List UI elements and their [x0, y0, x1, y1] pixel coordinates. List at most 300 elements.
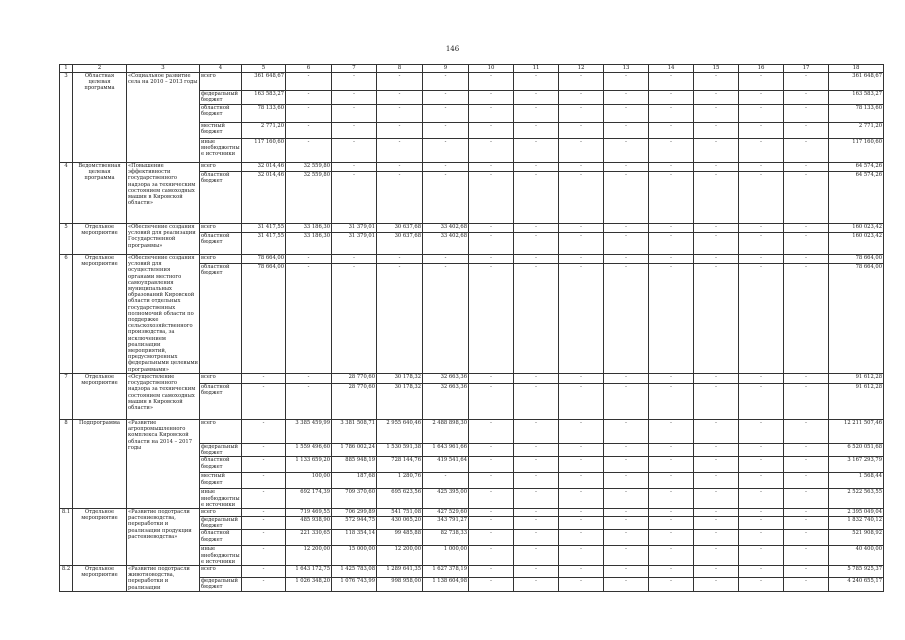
value-col-8: 1 289 641,35: [377, 566, 423, 578]
program-status: Отдельное мероприятие: [73, 566, 127, 592]
value-col-11: -: [514, 139, 559, 163]
value-col-14: -: [649, 473, 694, 489]
value-col-11: -: [514, 172, 559, 224]
value-col-16: -: [739, 546, 784, 566]
value-col-10: -: [469, 224, 514, 233]
value-col-16: -: [739, 473, 784, 489]
value-col-18-total: 64 574,26: [829, 172, 884, 224]
value-col-12: -: [559, 473, 604, 489]
value-col-16: -: [739, 566, 784, 578]
value-col-9: 32 663,36: [423, 384, 469, 420]
value-col-15: -: [694, 233, 739, 255]
value-col-17: -: [784, 577, 829, 591]
value-col-9: -: [423, 264, 469, 374]
value-col-17: -: [784, 384, 829, 420]
funding-source: всего: [200, 509, 242, 517]
program-name: «Обеспечение создания условий для реализации Государственной программы»: [127, 224, 200, 255]
row-number: 5: [60, 224, 73, 255]
value-col-9: 419 541,64: [423, 457, 469, 473]
value-col-17: -: [784, 546, 829, 566]
value-col-18-total: 2 395 049,04: [829, 509, 884, 517]
value-col-16: -: [739, 489, 784, 509]
value-col-18-total: 6 520 051,68: [829, 444, 884, 457]
funding-source: местный бюджет: [200, 473, 242, 489]
value-col-10: -: [469, 566, 514, 578]
value-col-7: 28 770,60: [332, 374, 377, 384]
value-col-9: 427 529,60: [423, 509, 469, 517]
program-name: «Развитие агропромышленного комплекса Кировской области на 2014 – 2017 годы: [127, 420, 200, 509]
value-col-15: -: [694, 384, 739, 420]
column-number-header: 1: [60, 65, 73, 73]
value-col-7: 1 786 002,24: [332, 444, 377, 457]
column-number-header: 10: [469, 65, 514, 73]
value-col-5: 32 014,46: [242, 163, 286, 172]
value-col-13: -: [604, 123, 649, 139]
funding-source: всего: [200, 566, 242, 578]
value-col-10: -: [469, 105, 514, 123]
row-number: 8.2: [60, 566, 73, 592]
value-col-10: -: [469, 546, 514, 566]
value-col-7: -: [332, 255, 377, 264]
value-col-8: 12 200,00: [377, 546, 423, 566]
column-number-header: 17: [784, 65, 829, 73]
value-col-15: -: [694, 420, 739, 444]
value-col-13: -: [604, 172, 649, 224]
value-col-17: -: [784, 473, 829, 489]
funding-source: всего: [200, 255, 242, 264]
value-col-11: -: [514, 374, 559, 384]
value-col-12: -: [559, 374, 604, 384]
funding-source: всего: [200, 73, 242, 91]
program-status: Отдельное мероприятие: [73, 374, 127, 420]
value-col-18-total: 78 133,60: [829, 105, 884, 123]
table-header: [60, 65, 884, 73]
funding-source: всего: [200, 420, 242, 444]
value-col-7: 709 370,60: [332, 489, 377, 509]
value-col-6: -: [286, 91, 332, 105]
column-number-header: 7: [332, 65, 377, 73]
value-col-16: -: [739, 233, 784, 255]
value-col-11: -: [514, 384, 559, 420]
column-number-header: 16: [739, 65, 784, 73]
value-col-8: 30 637,68: [377, 224, 423, 233]
row-number: 8.1: [60, 509, 73, 566]
value-col-5: 117 160,60: [242, 139, 286, 163]
value-col-6: -: [286, 255, 332, 264]
value-col-11: -: [514, 457, 559, 473]
value-col-10: -: [469, 384, 514, 420]
value-col-5: 361 648,67: [242, 73, 286, 91]
funding-source: областной бюджет: [200, 105, 242, 123]
value-col-12: -: [559, 255, 604, 264]
value-col-13: -: [604, 509, 649, 517]
value-col-9: -: [423, 163, 469, 172]
value-col-12: -: [559, 420, 604, 444]
value-col-11: -: [514, 91, 559, 105]
value-col-12: -: [559, 163, 604, 172]
program-status: Отдельное мероприятие: [73, 224, 127, 255]
program-name: «Обеспечение создания условий для осуществления органами местного самоуправления муниципальных образований Кировской области отдельных государственных полномочий области по поддержке сельскохозяйственного производства, за исключением реализации мероприятий, предусмотренных федеральными целевыми программами»: [128, 255, 198, 373]
header-row: [60, 65, 884, 73]
value-col-9: -: [423, 105, 469, 123]
value-col-10: -: [469, 420, 514, 444]
value-col-17: -: [784, 255, 829, 264]
value-col-18-total: 163 583,27: [829, 91, 884, 105]
value-col-18-total: 4 240 655,17: [829, 577, 884, 591]
value-col-6: 692 174,39: [286, 489, 332, 509]
value-col-15: -: [694, 546, 739, 566]
value-col-15: -: [694, 444, 739, 457]
value-col-15: -: [694, 91, 739, 105]
table-row: [60, 255, 884, 264]
value-col-11: -: [514, 566, 559, 578]
value-col-9: 343 791,27: [423, 517, 469, 530]
value-col-10: -: [469, 172, 514, 224]
table-row: [60, 509, 884, 517]
value-col-8: 728 144,76: [377, 457, 423, 473]
value-col-11: -: [514, 105, 559, 123]
value-col-13: -: [604, 473, 649, 489]
value-col-17: -: [784, 457, 829, 473]
value-col-18-total: 5 785 925,37: [829, 566, 884, 578]
value-col-8: 2 955 640,46: [377, 420, 423, 444]
funding-source: областной бюджет: [200, 172, 242, 224]
value-col-5: 31 417,55: [242, 233, 286, 255]
table-row: [60, 163, 884, 172]
value-col-6: 1 026 348,20: [286, 577, 332, 591]
value-col-8: 1 530 591,38: [377, 444, 423, 457]
value-col-18-total: 361 648,67: [829, 73, 884, 91]
column-number-header: 15: [694, 65, 739, 73]
value-col-8: 998 958,00: [377, 577, 423, 591]
value-col-16: -: [739, 264, 784, 374]
value-col-18-total: 91 612,28: [829, 384, 884, 420]
value-col-9: 33 402,68: [423, 224, 469, 233]
value-col-18-total: 2 771,20: [829, 123, 884, 139]
value-col-16: -: [739, 224, 784, 233]
value-col-14: -: [649, 163, 694, 172]
value-col-14: -: [649, 577, 694, 591]
program-status: Отдельное мероприятие: [73, 509, 127, 566]
value-col-9: -: [423, 91, 469, 105]
value-col-12: -: [559, 577, 604, 591]
funding-source: иные внебюджетные источники: [201, 489, 240, 508]
value-col-10: -: [469, 264, 514, 374]
value-col-6: -: [286, 374, 332, 384]
value-col-10: -: [469, 233, 514, 255]
value-col-14: -: [649, 384, 694, 420]
value-col-5: -: [242, 509, 286, 517]
value-col-12: -: [559, 91, 604, 105]
column-number-header: 14: [649, 65, 694, 73]
value-col-15: -: [694, 264, 739, 374]
value-col-13: -: [604, 255, 649, 264]
value-col-7: 31 379,01: [332, 233, 377, 255]
budget-table-sheet: [59, 64, 882, 592]
value-col-17: -: [784, 489, 829, 509]
value-col-10: -: [469, 517, 514, 530]
value-col-16: -: [739, 384, 784, 420]
value-col-16: -: [739, 457, 784, 473]
value-col-17: -: [784, 509, 829, 517]
column-number-header: 2: [73, 65, 127, 73]
column-number-header: 6: [286, 65, 332, 73]
value-col-5: 78 133,60: [242, 105, 286, 123]
row-number: 8: [60, 420, 73, 509]
value-col-12: -: [559, 546, 604, 566]
table-row: [60, 374, 884, 384]
value-col-13: -: [604, 224, 649, 233]
value-col-15: -: [694, 530, 739, 546]
value-col-5: 163 583,27: [242, 91, 286, 105]
value-col-14: -: [649, 530, 694, 546]
funding-source: федеральный бюджет: [200, 91, 242, 105]
value-col-11: -: [514, 224, 559, 233]
value-col-5: -: [242, 473, 286, 489]
value-col-8: -: [377, 172, 423, 224]
value-col-7: -: [332, 172, 377, 224]
value-col-14: -: [649, 224, 694, 233]
value-col-16: -: [739, 105, 784, 123]
value-col-7: 3 381 508,71: [332, 420, 377, 444]
value-col-8: -: [377, 105, 423, 123]
value-col-6: 1 559 496,60: [286, 444, 332, 457]
value-col-16: -: [739, 577, 784, 591]
value-col-6: -: [286, 384, 332, 420]
value-col-16: -: [739, 139, 784, 163]
funding-source: всего: [200, 374, 242, 384]
value-col-15: -: [694, 509, 739, 517]
value-col-14: -: [649, 444, 694, 457]
value-col-15: -: [694, 105, 739, 123]
value-col-12: -: [559, 384, 604, 420]
value-col-10: -: [469, 444, 514, 457]
value-col-15: -: [694, 374, 739, 384]
value-col-7: -: [332, 105, 377, 123]
value-col-5: -: [242, 517, 286, 530]
column-number-header: 13: [604, 65, 649, 73]
value-col-15: -: [694, 163, 739, 172]
value-col-14: -: [649, 517, 694, 530]
value-col-9: -: [423, 473, 469, 489]
value-col-12: -: [559, 509, 604, 517]
value-col-8: -: [377, 91, 423, 105]
value-col-11: -: [514, 255, 559, 264]
value-col-15: -: [694, 577, 739, 591]
value-col-9: 425 395,00: [423, 489, 469, 509]
value-col-18-total: 117 160,60: [829, 139, 884, 163]
value-col-17: -: [784, 172, 829, 224]
value-col-8: -: [377, 264, 423, 374]
funding-source: федеральный бюджет: [200, 444, 242, 457]
value-col-13: -: [604, 233, 649, 255]
value-col-6: 1 643 172,75: [286, 566, 332, 578]
value-col-12: -: [559, 105, 604, 123]
value-col-14: -: [649, 139, 694, 163]
value-col-10: -: [469, 139, 514, 163]
value-col-8: -: [377, 163, 423, 172]
value-col-16: -: [739, 91, 784, 105]
value-col-6: 100,00: [286, 473, 332, 489]
value-col-10: -: [469, 374, 514, 384]
value-col-12: -: [559, 139, 604, 163]
value-col-8: 30 178,32: [377, 384, 423, 420]
value-col-17: -: [784, 105, 829, 123]
value-col-9: -: [423, 139, 469, 163]
value-col-8: 30 178,32: [377, 374, 423, 384]
value-col-16: -: [739, 420, 784, 444]
value-col-18-total: 1 568,44: [829, 473, 884, 489]
value-col-10: -: [469, 473, 514, 489]
value-col-5: -: [242, 530, 286, 546]
value-col-11: -: [514, 577, 559, 591]
value-col-17: -: [784, 233, 829, 255]
value-col-5: -: [242, 457, 286, 473]
program-status: Ведомственная целевая программа: [73, 163, 127, 224]
value-col-7: -: [332, 139, 377, 163]
value-col-7: -: [332, 163, 377, 172]
value-col-5: -: [242, 444, 286, 457]
value-col-7: 885 948,19: [332, 457, 377, 473]
value-col-11: -: [514, 123, 559, 139]
value-col-17: -: [784, 517, 829, 530]
value-col-10: -: [469, 457, 514, 473]
value-col-11: -: [514, 489, 559, 509]
value-col-16: -: [739, 172, 784, 224]
funding-source: областной бюджет: [200, 457, 242, 473]
value-col-12: -: [559, 123, 604, 139]
value-col-12: -: [559, 530, 604, 546]
value-col-10: -: [469, 530, 514, 546]
value-col-18-total: 64 574,26: [829, 163, 884, 172]
value-col-14: -: [649, 123, 694, 139]
value-col-8: -: [377, 73, 423, 91]
value-col-15: -: [694, 73, 739, 91]
value-col-18-total: 521 908,92: [829, 530, 884, 546]
value-col-7: 15 000,00: [332, 546, 377, 566]
value-col-12: -: [559, 444, 604, 457]
program-name: «Развитие подотрасли животноводства, переработки и реализации: [127, 566, 200, 592]
column-number-header: 18: [829, 65, 884, 73]
value-col-12: -: [559, 233, 604, 255]
value-col-7: 572 944,75: [332, 517, 377, 530]
value-col-14: -: [649, 420, 694, 444]
value-col-6: -: [286, 73, 332, 91]
program-status: Подпрограмма: [73, 420, 127, 509]
value-col-13: -: [604, 489, 649, 509]
value-col-9: 1 643 961,66: [423, 444, 469, 457]
value-col-17: -: [784, 91, 829, 105]
value-col-11: -: [514, 233, 559, 255]
value-col-9: -: [423, 172, 469, 224]
page-number: 146: [445, 45, 460, 53]
value-col-17: -: [784, 444, 829, 457]
value-col-7: -: [332, 264, 377, 374]
value-col-5: -: [242, 489, 286, 509]
value-col-14: -: [649, 264, 694, 374]
program-name: «Социальное развитие села на 2010 – 2013 годы: [127, 73, 200, 163]
value-col-6: 32 559,80: [286, 172, 332, 224]
value-col-5: -: [242, 420, 286, 444]
value-col-10: -: [469, 577, 514, 591]
value-col-5: 32 014,46: [242, 172, 286, 224]
value-col-11: -: [514, 546, 559, 566]
funding-source: всего: [200, 224, 242, 233]
budget-table: [59, 64, 884, 592]
value-col-13: -: [604, 546, 649, 566]
value-col-14: -: [649, 566, 694, 578]
value-col-18-total: 2 522 563,55: [829, 489, 884, 509]
value-col-5: 31 417,55: [242, 224, 286, 233]
value-col-8: -: [377, 139, 423, 163]
value-col-18-total: 40 400,00: [829, 546, 884, 566]
value-col-18-total: 1 832 740,12: [829, 517, 884, 530]
value-col-11: -: [514, 264, 559, 374]
value-col-6: 221 330,65: [286, 530, 332, 546]
row-number: 4: [60, 163, 73, 224]
value-col-14: -: [649, 105, 694, 123]
funding-source: областной бюджет: [200, 264, 242, 374]
funding-source: иные внебюджетные источники: [201, 546, 240, 565]
funding-source: местный бюджет: [200, 123, 242, 139]
funding-source: федеральный бюджет: [200, 577, 242, 591]
value-col-13: -: [604, 530, 649, 546]
row-number: 7: [60, 374, 73, 420]
table-row: [60, 420, 884, 444]
value-col-12: -: [559, 566, 604, 578]
value-col-5: -: [242, 546, 286, 566]
value-col-5: -: [242, 577, 286, 591]
value-col-9: 1 138 604,98: [423, 577, 469, 591]
funding-source: всего: [200, 163, 242, 172]
value-col-6: -: [286, 123, 332, 139]
value-col-13: -: [604, 420, 649, 444]
value-col-6: 33 186,30: [286, 233, 332, 255]
column-number-header: 11: [514, 65, 559, 73]
program-name: «Развитие подотрасли растениеводства, переработки и реализации продукции растениеводства»: [127, 509, 200, 566]
value-col-13: -: [604, 457, 649, 473]
value-col-9: -: [423, 73, 469, 91]
row-number: 3: [60, 73, 73, 163]
value-col-17: -: [784, 420, 829, 444]
value-col-11: -: [514, 509, 559, 517]
value-col-17: -: [784, 374, 829, 384]
value-col-8: -: [377, 255, 423, 264]
value-col-18-total: 91 612,28: [829, 374, 884, 384]
value-col-14: -: [649, 91, 694, 105]
value-col-16: -: [739, 73, 784, 91]
value-col-7: 31 379,01: [332, 224, 377, 233]
value-col-7: 187,68: [332, 473, 377, 489]
value-col-10: -: [469, 91, 514, 105]
value-col-9: -: [423, 123, 469, 139]
table-row: [60, 224, 884, 233]
value-col-12: -: [559, 224, 604, 233]
value-col-11: -: [514, 530, 559, 546]
value-col-8: 30 637,68: [377, 233, 423, 255]
value-col-17: -: [784, 139, 829, 163]
value-col-14: -: [649, 546, 694, 566]
value-col-11: -: [514, 163, 559, 172]
program-name: «Осуществление государственного надзора за техническим состоянием самоходных машин в Кировской области»: [127, 374, 200, 420]
value-col-12: -: [559, 517, 604, 530]
value-col-5: 78 664,00: [242, 255, 286, 264]
value-col-15: -: [694, 139, 739, 163]
value-col-8: 1 280,76: [377, 473, 423, 489]
value-col-16: -: [739, 509, 784, 517]
funding-source: иные внебюджетные источники: [200, 139, 242, 163]
value-col-8: 99 485,88: [377, 530, 423, 546]
